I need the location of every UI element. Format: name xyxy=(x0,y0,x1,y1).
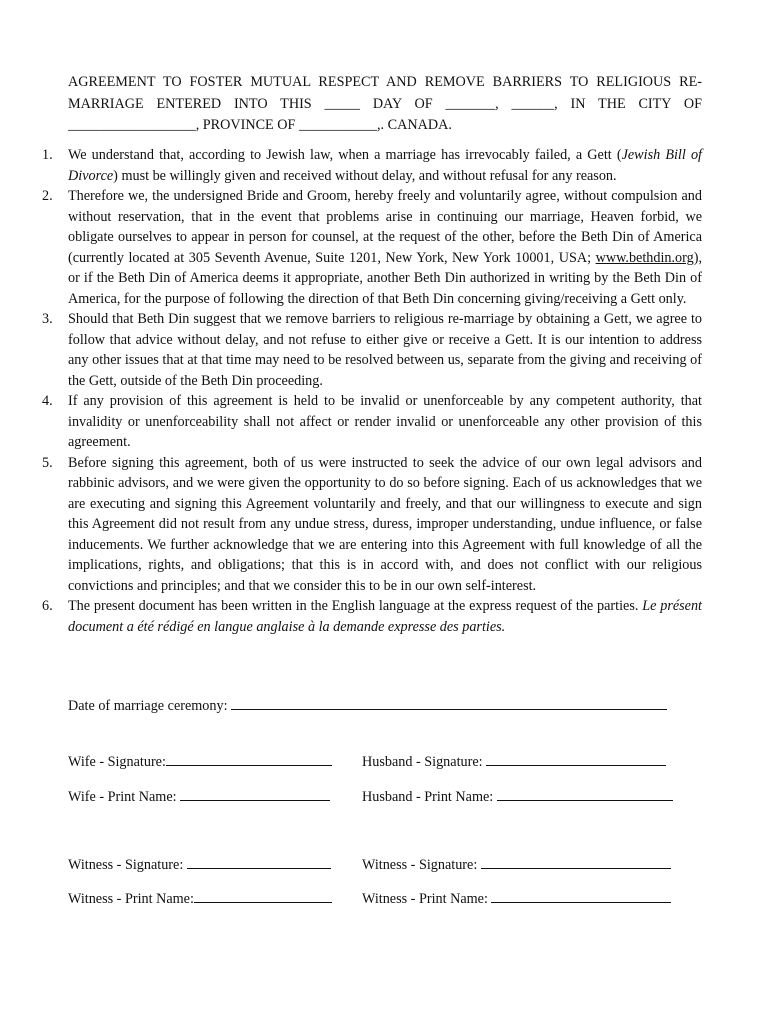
wife-name-field[interactable] xyxy=(180,786,330,801)
clause-text: Therefore we, the undersigned Bride and Groom, hereby freely and voluntarily agree, without compulsion and without reservation, that in the event that problems arise in continuing our marriage, Heaven forbid, we obligate ourselves to appear in person for counsel, at the request of the other, before the Beth Din of America (currently located at 305 Seventh Avenue, Suite 1201, New York, New York 10001, USA; xyxy=(68,188,702,266)
title-line-1: AGREEMENT TO FOSTER MUTUAL RESPECT AND REMOVE BARRIERS TO RELIGIOUS RE- xyxy=(68,74,702,90)
clause-5 xyxy=(42,453,702,597)
clause-text: Should that Beth Din suggest that we remove barriers to religious re-marriage by obtaining a Gett, we agree to follow that advice without delay, and not refuse to either give or receive a Gett. It is our intention to address any other issues that at that time may need to be resolved between us, separate from the giving and receiving of the Gett, outside of the Beth Din proceeding. xyxy=(68,311,702,389)
clause-6 xyxy=(42,596,702,637)
clause-text: If any provision of this agreement is held to be invalid or unenforceable by any competent authority, that invalidity or unenforceability shall not affect or render invalid or unenforceable any other provision of this agreement. xyxy=(68,393,702,450)
agreement-title xyxy=(68,72,702,137)
wife-name-label: Wife - Print Name: xyxy=(68,789,177,805)
clause-text: ) must be willingly given and received without delay, and without refusal for any reason. xyxy=(113,167,617,184)
witness2-signature-label: Witness - Signature: xyxy=(362,857,478,873)
witness2-signature-row xyxy=(362,854,671,875)
witness2-name-label: Witness - Print Name: xyxy=(362,891,488,907)
clause-number: 3. xyxy=(42,311,53,327)
wife-signature-row xyxy=(68,751,332,772)
wife-signature-label: Wife - Signature: xyxy=(68,754,166,770)
husband-name-label: Husband - Print Name: xyxy=(362,789,494,805)
wife-name-row xyxy=(68,786,330,807)
agreement-clauses xyxy=(42,145,702,637)
witness1-name-field[interactable] xyxy=(194,888,332,903)
marriage-date-field[interactable] xyxy=(231,695,667,710)
marriage-date-row xyxy=(68,695,667,716)
clause-text: We understand that, according to Jewish law, when a marriage has irrevocably failed, a Gett ( xyxy=(68,147,622,163)
clause-text: The present document has been written in the English language at the express request of the parties. xyxy=(68,598,643,614)
clause-4 xyxy=(42,391,702,453)
clause-1 xyxy=(42,145,702,186)
title-line-2: MARRIAGE ENTERED INTO THIS _____ DAY OF _______, ______, IN THE CITY OF xyxy=(68,95,702,112)
marriage-date-label: Date of marriage ceremony: xyxy=(68,698,228,714)
husband-name-field[interactable] xyxy=(497,786,673,801)
clause-number: 1. xyxy=(42,147,53,163)
clause-text: ), or if the Beth Din of America deems it appropriate, another Beth Din authorized in writing by the Beth Din of America, for the purpose of following the direction of that Beth Din concerning giving/receiving a Gett only. xyxy=(68,249,702,307)
title-line-3: __________________, PROVINCE OF ___________,. CANADA. xyxy=(68,117,452,133)
witness1-signature-row xyxy=(68,854,331,875)
clause-text: Before signing this agreement, both of us were instructed to seek the advice of our own legal advisors and rabbinic advisors, and we were given the opportunity to do so before signing. Each of us acknowledges that we are executing and signing this Agreement voluntarily and freely, and that our willingness to execute and sign this Agreement did not result from any undue stress, duress, improper understanding, undue influence, or false inducements. We further acknowledge that we are entering into this Agreement with full knowledge of all the implications, rights, and obligations; that this is in accord with, and does not conflict with our religious convictions and principles; and that we consider this to be in our own self-interest. xyxy=(68,454,702,594)
clause-italic-text: Le présent document a été rédigé en langue anglaise à la demande expresse des parties. xyxy=(68,598,702,635)
clause-3 xyxy=(42,309,702,391)
witness2-name-row xyxy=(362,888,671,909)
witness1-signature-label: Witness - Signature: xyxy=(68,857,184,873)
husband-name-row xyxy=(362,786,673,807)
witness1-name-row xyxy=(68,888,332,909)
witness1-signature-field[interactable] xyxy=(187,854,331,869)
wife-signature-field[interactable] xyxy=(166,751,332,766)
clause-number: 4. xyxy=(42,393,53,409)
clause-number: 2. xyxy=(42,188,53,204)
bethdin-link[interactable]: www.bethdin.org xyxy=(595,249,694,266)
witness1-name-label: Witness - Print Name: xyxy=(68,891,194,907)
witness2-name-field[interactable] xyxy=(491,888,671,903)
husband-signature-row xyxy=(362,751,666,772)
clause-2 xyxy=(42,186,702,309)
clause-number: 5. xyxy=(42,454,53,471)
witness2-signature-field[interactable] xyxy=(481,854,671,869)
husband-signature-label: Husband - Signature: xyxy=(362,754,483,770)
clause-number: 6. xyxy=(42,598,53,614)
husband-signature-field[interactable] xyxy=(486,751,666,766)
clause-italic-text: Jewish Bill of Divorce xyxy=(68,147,702,184)
